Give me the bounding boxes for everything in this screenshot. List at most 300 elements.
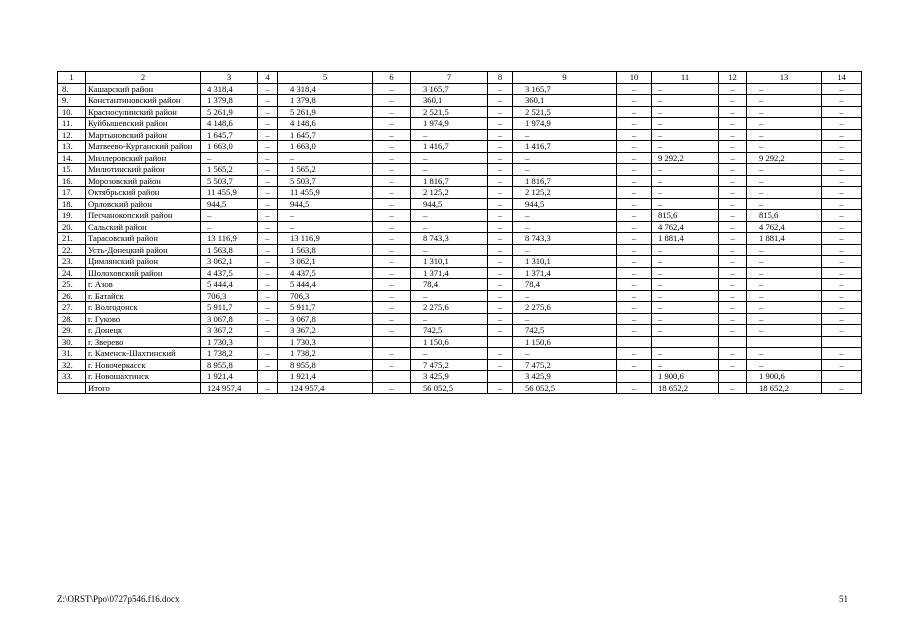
district-name-cell: Шолоховский район	[86, 267, 201, 279]
value-cell: –	[278, 221, 373, 233]
value-cell: –	[373, 198, 411, 210]
value-cell: –	[488, 348, 513, 360]
district-name-cell: г. Зверево	[86, 336, 201, 348]
value-cell: –	[373, 95, 411, 107]
value-cell: –	[258, 198, 278, 210]
value-cell: –	[822, 267, 862, 279]
value-cell: –	[822, 83, 862, 95]
value-cell: 944,5	[513, 198, 617, 210]
value-cell: –	[513, 244, 617, 256]
value-cell: 1 730,3	[201, 336, 258, 348]
value-cell: 8 743,3	[513, 233, 617, 245]
value-cell: –	[822, 359, 862, 371]
value-cell: –	[822, 382, 862, 394]
value-cell: –	[822, 233, 862, 245]
value-cell: 2 275,6	[411, 302, 488, 314]
district-name-cell: г. Гуково	[86, 313, 201, 325]
value-cell: 360,1	[513, 95, 617, 107]
row-index-cell: 9.	[58, 95, 86, 107]
row-index-cell: 28.	[58, 313, 86, 325]
value-cell: –	[822, 164, 862, 176]
value-cell: –	[258, 244, 278, 256]
value-cell: –	[652, 129, 719, 141]
value-cell: 56 052,5	[513, 382, 617, 394]
value-cell: 3 425,9	[411, 371, 488, 383]
value-cell: –	[513, 221, 617, 233]
value-cell: 78,4	[513, 279, 617, 291]
row-index-cell: 26.	[58, 290, 86, 302]
value-cell: 1 150,6	[513, 336, 617, 348]
value-cell: –	[258, 290, 278, 302]
value-cell: 1 310,1	[411, 256, 488, 268]
value-cell: 1 563,8	[201, 244, 258, 256]
value-cell: 4 148,6	[278, 118, 373, 130]
column-number-cell: 13	[747, 72, 822, 84]
value-cell: 3 062,1	[201, 256, 258, 268]
value-cell: –	[373, 152, 411, 164]
value-cell: –	[488, 279, 513, 291]
table-header-row	[58, 72, 862, 84]
row-index-cell: 33.	[58, 371, 86, 383]
row-index-cell: 17.	[58, 187, 86, 199]
value-cell: –	[258, 83, 278, 95]
district-name-cell: Итого	[86, 382, 201, 394]
value-cell: –	[258, 164, 278, 176]
column-number-cell: 10	[617, 72, 652, 84]
value-cell: –	[488, 256, 513, 268]
value-cell: –	[258, 175, 278, 187]
value-cell: 3 367,2	[201, 325, 258, 337]
table-row	[58, 118, 862, 130]
value-cell: –	[258, 106, 278, 118]
value-cell: –	[652, 83, 719, 95]
value-cell: –	[617, 302, 652, 314]
value-cell: –	[652, 118, 719, 130]
value-cell: –	[488, 359, 513, 371]
value-cell: –	[747, 290, 822, 302]
value-cell: 742,5	[513, 325, 617, 337]
value-cell: –	[719, 198, 747, 210]
value-cell: –	[822, 210, 862, 222]
value-cell: 124 957,4	[278, 382, 373, 394]
row-index-cell: 10.	[58, 106, 86, 118]
row-index-cell: 27.	[58, 302, 86, 314]
value-cell: –	[488, 83, 513, 95]
value-cell: 3 165,7	[513, 83, 617, 95]
page-number: 51	[839, 594, 848, 604]
table-row	[58, 336, 862, 348]
value-cell: –	[373, 83, 411, 95]
value-cell: –	[258, 313, 278, 325]
value-cell: 1 416,7	[513, 141, 617, 153]
value-cell: 5 503,7	[201, 175, 258, 187]
value-cell: –	[719, 187, 747, 199]
value-cell: 4 437,5	[201, 267, 258, 279]
value-cell: –	[617, 141, 652, 153]
value-cell: –	[488, 198, 513, 210]
value-cell: –	[719, 302, 747, 314]
column-number-cell: 1	[58, 72, 86, 84]
value-cell: –	[652, 313, 719, 325]
table-row	[58, 198, 862, 210]
value-cell: –	[373, 244, 411, 256]
value-cell: –	[488, 141, 513, 153]
row-index-cell: 11.	[58, 118, 86, 130]
table-row	[58, 371, 862, 383]
value-cell: –	[747, 175, 822, 187]
row-index-cell: 24.	[58, 267, 86, 279]
value-cell: –	[411, 221, 488, 233]
value-cell: –	[617, 152, 652, 164]
table-row	[58, 95, 862, 107]
value-cell: –	[258, 233, 278, 245]
value-cell: –	[411, 129, 488, 141]
value-cell	[373, 371, 411, 383]
district-name-cell: Песчанокопский район	[86, 210, 201, 222]
value-cell: –	[373, 279, 411, 291]
value-cell: –	[617, 359, 652, 371]
value-cell: –	[411, 244, 488, 256]
value-cell: 1 921,4	[278, 371, 373, 383]
table-row	[58, 233, 862, 245]
value-cell: –	[822, 175, 862, 187]
district-name-cell: Октябрьский район	[86, 187, 201, 199]
value-cell: –	[488, 221, 513, 233]
value-cell: –	[258, 267, 278, 279]
value-cell: –	[411, 290, 488, 302]
value-cell: 18 652,2	[747, 382, 822, 394]
value-cell: 13 116,9	[201, 233, 258, 245]
district-name-cell: Орловский район	[86, 198, 201, 210]
value-cell: –	[488, 95, 513, 107]
table-row	[58, 106, 862, 118]
value-cell: –	[719, 313, 747, 325]
value-cell: 11 455,9	[201, 187, 258, 199]
value-cell: –	[719, 348, 747, 360]
value-cell: 1 565,2	[278, 164, 373, 176]
table-row	[58, 359, 862, 371]
table-row	[58, 302, 862, 314]
value-cell: 5 503,7	[278, 175, 373, 187]
value-cell: –	[488, 290, 513, 302]
value-cell: –	[258, 118, 278, 130]
value-cell: –	[719, 95, 747, 107]
value-cell: –	[719, 83, 747, 95]
value-cell: –	[822, 118, 862, 130]
value-cell: –	[201, 221, 258, 233]
value-cell: –	[373, 221, 411, 233]
value-cell	[652, 336, 719, 348]
row-index-cell: 31.	[58, 348, 86, 360]
value-cell: 3 062,1	[278, 256, 373, 268]
value-cell: –	[652, 267, 719, 279]
value-cell: 4 318,4	[278, 83, 373, 95]
value-cell: –	[488, 106, 513, 118]
value-cell: 4 318,4	[201, 83, 258, 95]
value-cell: –	[617, 221, 652, 233]
value-cell	[719, 371, 747, 383]
value-cell: 3 425,9	[513, 371, 617, 383]
value-cell	[617, 371, 652, 383]
value-cell	[747, 336, 822, 348]
value-cell: –	[719, 233, 747, 245]
district-name-cell: Сальский район	[86, 221, 201, 233]
value-cell: 1 738,2	[201, 348, 258, 360]
row-index-cell: 18.	[58, 198, 86, 210]
value-cell: –	[652, 187, 719, 199]
value-cell: 4 437,5	[278, 267, 373, 279]
value-cell: 2 125,2	[411, 187, 488, 199]
value-cell: 1 974,9	[411, 118, 488, 130]
value-cell: –	[373, 256, 411, 268]
value-cell: –	[488, 175, 513, 187]
value-cell: –	[617, 106, 652, 118]
row-index-cell: 21.	[58, 233, 86, 245]
value-cell: –	[373, 233, 411, 245]
value-cell: 360,1	[411, 95, 488, 107]
value-cell: 2 521,5	[411, 106, 488, 118]
value-cell: –	[373, 175, 411, 187]
value-cell: –	[719, 118, 747, 130]
value-cell	[822, 336, 862, 348]
value-cell: –	[747, 325, 822, 337]
value-cell: 3 067,8	[278, 313, 373, 325]
value-cell: 11 455,9	[278, 187, 373, 199]
value-cell: –	[617, 256, 652, 268]
value-cell: 3 165,7	[411, 83, 488, 95]
value-cell: 5 911,7	[201, 302, 258, 314]
value-cell: 1 730,3	[278, 336, 373, 348]
value-cell: –	[513, 210, 617, 222]
value-cell: –	[719, 175, 747, 187]
table-row	[58, 129, 862, 141]
district-name-cell: г. Донецк	[86, 325, 201, 337]
value-cell: –	[652, 279, 719, 291]
value-cell: –	[719, 279, 747, 291]
value-cell: –	[617, 244, 652, 256]
value-cell: –	[373, 290, 411, 302]
value-cell: –	[822, 348, 862, 360]
value-cell: –	[822, 313, 862, 325]
table-row	[58, 141, 862, 153]
value-cell: –	[488, 164, 513, 176]
value-cell: 1 816,7	[411, 175, 488, 187]
value-cell: 1 921,4	[201, 371, 258, 383]
value-cell: –	[258, 187, 278, 199]
value-cell: 706,3	[201, 290, 258, 302]
value-cell: –	[617, 233, 652, 245]
value-cell: –	[719, 325, 747, 337]
value-cell: –	[258, 95, 278, 107]
row-index-cell: 13.	[58, 141, 86, 153]
value-cell: –	[719, 106, 747, 118]
column-number-cell: 12	[719, 72, 747, 84]
value-cell: –	[617, 198, 652, 210]
table-row	[58, 267, 862, 279]
value-cell: 5 444,4	[278, 279, 373, 291]
value-cell: –	[258, 359, 278, 371]
value-cell: –	[488, 210, 513, 222]
table-row	[58, 221, 862, 233]
value-cell: –	[488, 233, 513, 245]
value-cell: –	[201, 152, 258, 164]
value-cell: –	[747, 244, 822, 256]
column-number-cell: 5	[278, 72, 373, 84]
column-number-cell: 8	[488, 72, 513, 84]
district-name-cell: г. Азов	[86, 279, 201, 291]
value-cell: –	[617, 164, 652, 176]
row-index-cell: 12.	[58, 129, 86, 141]
value-cell: –	[822, 106, 862, 118]
value-cell: –	[652, 95, 719, 107]
value-cell: –	[719, 221, 747, 233]
value-cell	[617, 336, 652, 348]
value-cell	[258, 336, 278, 348]
value-cell: –	[747, 95, 822, 107]
value-cell: 1 371,4	[513, 267, 617, 279]
value-cell: –	[488, 382, 513, 394]
district-name-cell: Морозовский район	[86, 175, 201, 187]
value-cell: –	[719, 290, 747, 302]
value-cell: –	[747, 256, 822, 268]
value-cell: –	[747, 279, 822, 291]
value-cell: 944,5	[278, 198, 373, 210]
value-cell: 124 957,4	[201, 382, 258, 394]
value-cell: –	[719, 141, 747, 153]
value-cell: –	[822, 244, 862, 256]
value-cell: –	[822, 141, 862, 153]
value-cell: –	[373, 164, 411, 176]
value-cell: –	[652, 290, 719, 302]
value-cell: –	[652, 164, 719, 176]
value-cell: –	[258, 382, 278, 394]
value-cell: –	[258, 348, 278, 360]
value-cell: –	[513, 348, 617, 360]
table-row	[58, 164, 862, 176]
value-cell: –	[488, 302, 513, 314]
column-number-cell: 2	[86, 72, 201, 84]
value-cell: –	[411, 164, 488, 176]
value-cell: 742,5	[411, 325, 488, 337]
value-cell: 4 762,4	[747, 221, 822, 233]
value-cell: –	[258, 210, 278, 222]
value-cell: 56 052,5	[411, 382, 488, 394]
table-row	[58, 382, 862, 394]
value-cell: 2 521,5	[513, 106, 617, 118]
value-cell: 2 275,6	[513, 302, 617, 314]
value-cell: 3 367,2	[278, 325, 373, 337]
value-cell: –	[488, 118, 513, 130]
district-name-cell: г. Батайск	[86, 290, 201, 302]
district-name-cell: Милютинский район	[86, 164, 201, 176]
district-name-cell: Миллеровский район	[86, 152, 201, 164]
value-cell: –	[373, 359, 411, 371]
value-cell: –	[719, 244, 747, 256]
value-cell: 5 261,9	[278, 106, 373, 118]
value-cell: –	[747, 118, 822, 130]
district-name-cell: Красносулинский район	[86, 106, 201, 118]
value-cell: –	[652, 348, 719, 360]
value-cell: –	[373, 118, 411, 130]
value-cell: –	[652, 175, 719, 187]
district-name-cell: Константиновский район	[86, 95, 201, 107]
value-cell: 1 663,0	[278, 141, 373, 153]
table-row	[58, 256, 862, 268]
value-cell: –	[513, 164, 617, 176]
value-cell: 9 292,2	[652, 152, 719, 164]
table-row	[58, 152, 862, 164]
value-cell: 18 652,2	[652, 382, 719, 394]
column-number-cell: 11	[652, 72, 719, 84]
value-cell: –	[719, 256, 747, 268]
value-cell: –	[201, 210, 258, 222]
value-cell: –	[652, 198, 719, 210]
value-cell: 4 762,4	[652, 221, 719, 233]
value-cell: 815,6	[652, 210, 719, 222]
value-cell: –	[652, 244, 719, 256]
value-cell: 706,3	[278, 290, 373, 302]
value-cell: –	[258, 325, 278, 337]
row-index-cell: 32.	[58, 359, 86, 371]
value-cell: –	[411, 210, 488, 222]
value-cell: 1 663,0	[201, 141, 258, 153]
value-cell: –	[747, 187, 822, 199]
value-cell: –	[822, 325, 862, 337]
value-cell: 1 379,8	[201, 95, 258, 107]
district-name-cell: Кашарский район	[86, 83, 201, 95]
value-cell: 4 148,6	[201, 118, 258, 130]
table-body	[58, 72, 862, 394]
table-row	[58, 325, 862, 337]
district-name-cell: Тарасовский район	[86, 233, 201, 245]
value-cell: –	[373, 141, 411, 153]
row-index-cell: 19.	[58, 210, 86, 222]
value-cell: –	[822, 129, 862, 141]
value-cell: 1 974,9	[513, 118, 617, 130]
value-cell: 944,5	[201, 198, 258, 210]
value-cell: –	[719, 267, 747, 279]
value-cell: –	[488, 325, 513, 337]
value-cell: –	[373, 302, 411, 314]
value-cell: –	[822, 221, 862, 233]
row-index-cell: 22.	[58, 244, 86, 256]
value-cell: 9 292,2	[747, 152, 822, 164]
value-cell: –	[373, 106, 411, 118]
value-cell: 5 261,9	[201, 106, 258, 118]
value-cell: –	[617, 129, 652, 141]
row-index-cell: 25.	[58, 279, 86, 291]
district-name-cell: г. Новошахтинск	[86, 371, 201, 383]
value-cell: –	[617, 210, 652, 222]
value-cell: –	[258, 221, 278, 233]
value-cell: –	[719, 152, 747, 164]
value-cell: –	[822, 198, 862, 210]
table-row	[58, 187, 862, 199]
value-cell: –	[617, 313, 652, 325]
district-name-cell: Усть-Донецкий район	[86, 244, 201, 256]
value-cell: –	[652, 359, 719, 371]
column-number-cell: 14	[822, 72, 862, 84]
value-cell: –	[719, 359, 747, 371]
value-cell	[822, 371, 862, 383]
value-cell: –	[373, 348, 411, 360]
row-index-cell: 23.	[58, 256, 86, 268]
column-number-cell: 6	[373, 72, 411, 84]
value-cell: –	[652, 141, 719, 153]
value-cell: –	[747, 313, 822, 325]
value-cell: 1 565,2	[201, 164, 258, 176]
district-name-cell: Мартыновский район	[86, 129, 201, 141]
